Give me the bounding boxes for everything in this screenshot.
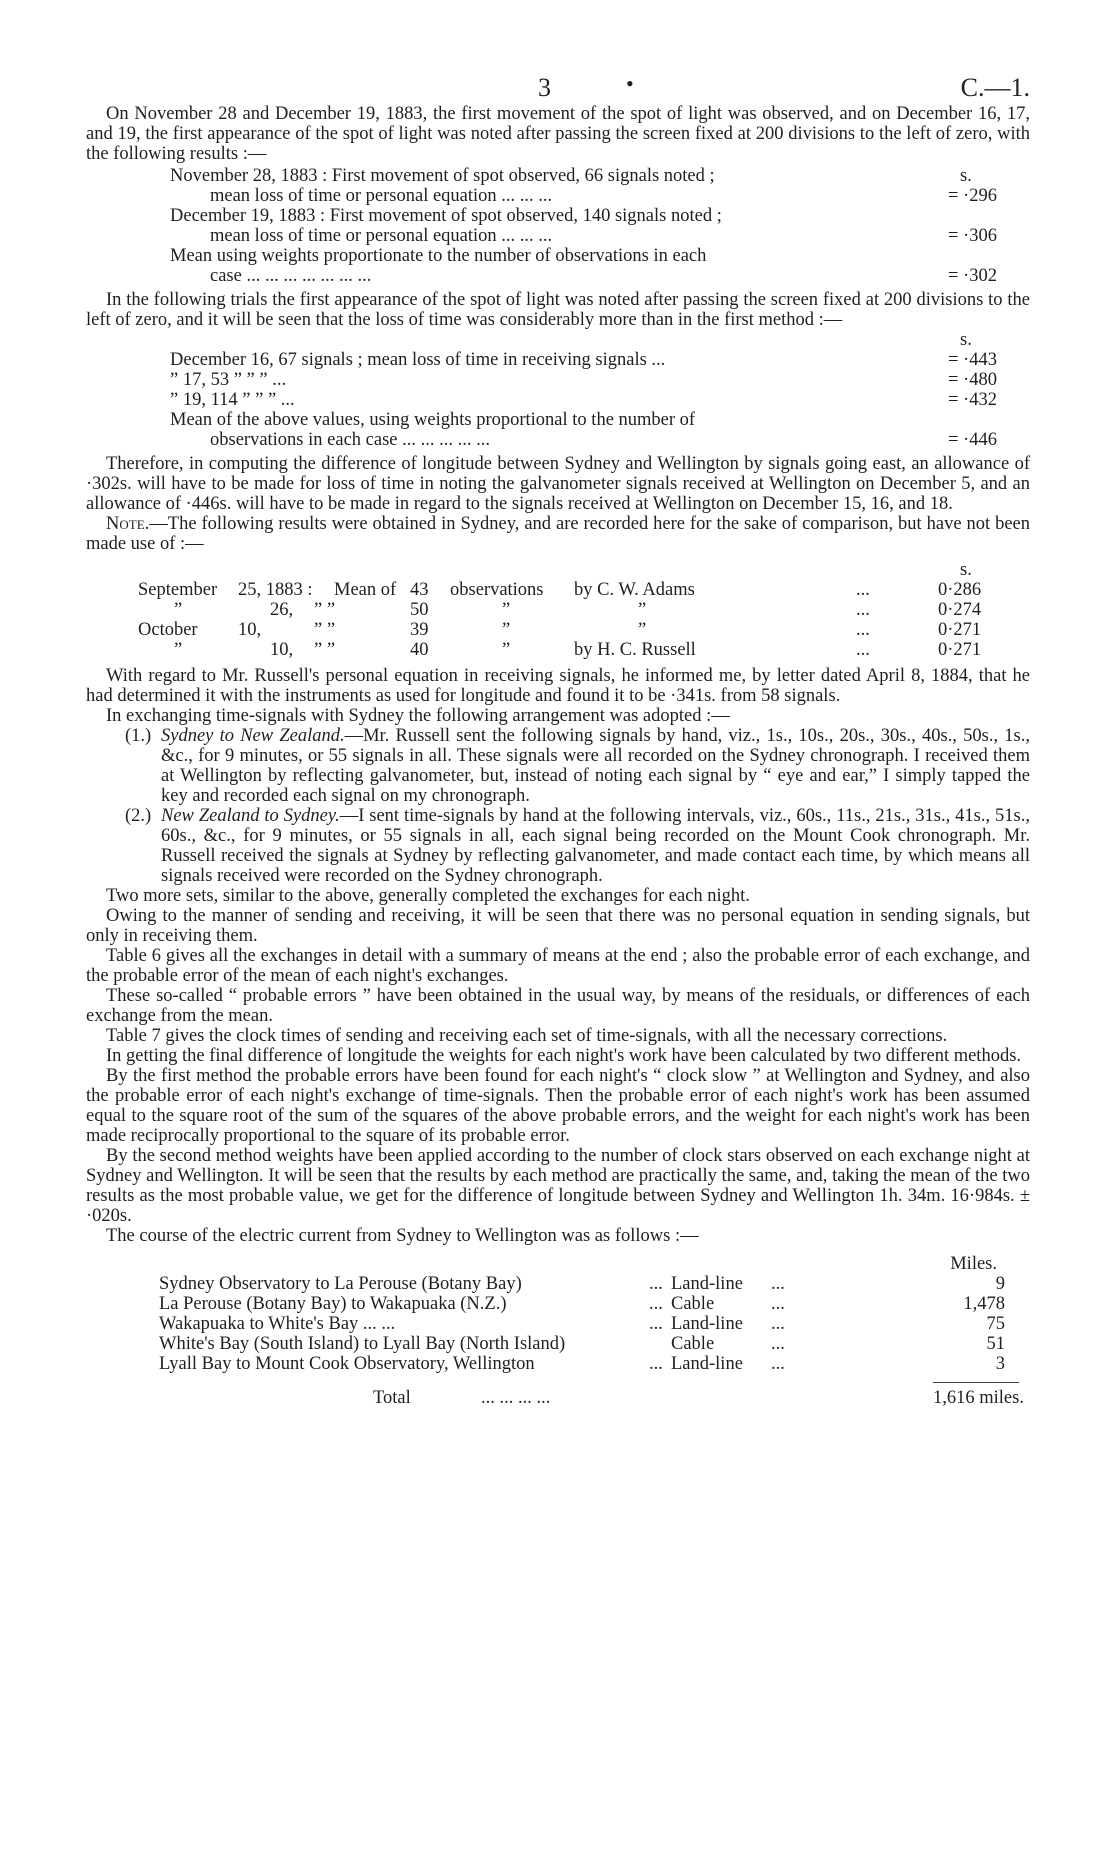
route-cell: La Perouse (Botany Bay) to Wakapuaka (N.Z.)	[159, 1294, 507, 1314]
count-cell: 39	[410, 620, 429, 640]
obs-cell: ”	[502, 620, 511, 640]
miles-cell: 3	[995, 1354, 1005, 1374]
line-type-cell: Cable	[671, 1334, 715, 1354]
second-method-results	[170, 330, 1030, 450]
arrangement-item-1	[86, 726, 1030, 806]
count-cell: 40	[410, 640, 429, 660]
month-cell: October	[138, 620, 198, 640]
total-row	[159, 1388, 1024, 1412]
table-row	[159, 1354, 1009, 1374]
obs-cell: observations	[450, 580, 544, 600]
table-row	[138, 620, 1030, 640]
leader-dots: ...	[649, 1294, 663, 1314]
leader-dots: ...	[649, 1314, 663, 1334]
observer-cell: by C. W. Adams	[574, 580, 695, 600]
results-row: mean loss of time or personal equation ... ... ...	[210, 226, 553, 246]
results-row: Mean of the above values, using weights proportional to the number of	[170, 410, 696, 430]
leader-dots: ...	[771, 1294, 785, 1314]
month-cell: September	[138, 580, 218, 600]
table-row	[159, 1314, 1009, 1334]
item-number: (1.)	[125, 726, 152, 746]
paragraph-allowance: Therefore, in computing the difference of longitude between Sydney and Wellington by signals going east, an allowance of ·302s. will have to be made for loss of time in noting the galvanometer signals received at Wellington on December 5, and an allowance of ·446s. will have to be made in regard to the signals received at Wellington on December 15, 16, and 18.	[86, 454, 1030, 514]
table-row	[138, 640, 1030, 660]
results-row: Mean using weights proportionate to the number of observations in each	[170, 246, 707, 266]
miles-cell: 1,478	[963, 1294, 1005, 1314]
first-method-results	[170, 166, 1030, 286]
results-row: ” 17, 53 ” ” ” ...	[170, 370, 287, 390]
mean-cell: ” ”	[314, 640, 336, 660]
paragraph-weights: In getting the final difference of longitude the weights for each night's work have been calculated by two different methods.	[106, 1046, 1022, 1066]
leader-dots: ...	[771, 1354, 785, 1374]
leader-dots: ...	[856, 600, 870, 620]
unit-label: s.	[960, 560, 972, 580]
paragraph-table-7: Table 7 gives the clock times of sending and receiving each set of time-signals, with all the necessary corrections.	[106, 1026, 948, 1046]
day-cell: 10,	[238, 620, 262, 640]
note-label: Note.	[106, 514, 150, 534]
leader-dots: ...	[856, 640, 870, 660]
results-value: = ·443	[948, 350, 997, 370]
month-cell: ”	[174, 640, 183, 660]
route-cell: Wakapuaka to White's Bay ... ...	[159, 1314, 396, 1334]
course-table	[159, 1254, 1024, 1412]
results-value: = ·302	[948, 266, 997, 286]
document-page	[86, 70, 1030, 1412]
miles-cell: 9	[995, 1274, 1005, 1294]
unit-label: Miles.	[950, 1254, 997, 1274]
observer-cell: by H. C. Russell	[574, 640, 696, 660]
leader-dots: ...	[856, 620, 870, 640]
table-row	[159, 1294, 1009, 1314]
count-cell: 50	[410, 600, 429, 620]
observer-cell: ”	[638, 600, 647, 620]
results-row: case ... ... ... ... ... ... ...	[210, 266, 372, 286]
item-title: New Zealand to Sydney.	[161, 806, 340, 826]
paragraph-course: The course of the electric current from Sydney to Wellington was as follows :—	[106, 1226, 699, 1246]
mean-cell: ” ”	[314, 620, 336, 640]
report-code: C.—1.	[960, 73, 1030, 102]
results-row: mean loss of time or personal equation ... ... ...	[210, 186, 553, 206]
paragraph-personal-equation: Owing to the manner of sending and receiving, it will be seen that there was no personal equation in sending signals, but only in receiving them.	[86, 906, 1030, 946]
value-cell: 0·271	[938, 640, 982, 660]
results-row: December 16, 67 signals ; mean loss of time in receiving signals ...	[170, 350, 666, 370]
table-row	[159, 1274, 1009, 1294]
mean-cell: Mean of	[334, 580, 397, 600]
month-cell: ”	[174, 600, 183, 620]
total-rule	[933, 1382, 1019, 1383]
mean-cell: ” ”	[314, 600, 336, 620]
results-value: = ·296	[948, 186, 997, 206]
item-number: (2.)	[125, 806, 152, 826]
day-cell: 26,	[270, 600, 294, 620]
results-value: = ·446	[948, 430, 997, 450]
value-cell: 0·274	[938, 600, 982, 620]
leader-dots: ... ... ... ...	[481, 1388, 551, 1408]
leader-dots: ...	[856, 580, 870, 600]
line-type-cell: Land-line	[671, 1354, 743, 1374]
route-cell: White's Bay (South Island) to Lyall Bay (North Island)	[159, 1334, 566, 1354]
leader-dots: ...	[649, 1274, 663, 1294]
sydney-results-table	[138, 560, 1030, 660]
results-row: ” 19, 114 ” ” ” ...	[170, 390, 295, 410]
paragraph-second-method-weights: By the second method weights have been applied according to the number of clock stars observed on each exchange night at Sydney and Wellington. It will be seen that the results by each method are practically the same, and, taking the mean of the two results as the most probable value, we get for the difference of longitude between Sydney and Wellington 1h. 34m. 16·984s. ± ·020s.	[86, 1146, 1030, 1226]
day-cell: 25, 1883 :	[238, 580, 313, 600]
paragraph-probable-errors: These so-called “ probable errors ” have been obtained in the usual way, by means of the residuals, or differences of each exchange from the mean.	[86, 986, 1030, 1026]
item-text: —I sent time-signals by hand at the following intervals, viz., 60s., 11s., 21s., 31s., 41s., 51s., 60s., &c., for 9 minutes, or 55 signals in all, each signal being recorded on the Mount Cook chronograph. Mr. Russell received the signals at Sydney by reflecting galvanometer, and made contact each time, by which means all signals received were recorded on the Sydney chronograph.	[161, 806, 1030, 886]
paragraph-second-method: In the following trials the first appearance of the spot of light was noted after passing the screen fixed at 200 divisions to the left of zero, and it will be seen that the loss of time was considerably more than in the first method :—	[86, 290, 1030, 330]
paragraph-more-sets: Two more sets, similar to the above, generally completed the exchanges for each night.	[106, 886, 750, 906]
unit-label: s.	[960, 330, 972, 350]
total-value: 1,616 miles.	[933, 1388, 1024, 1408]
route-cell: Lyall Bay to Mount Cook Observatory, Wellington	[159, 1354, 535, 1374]
observer-cell: ”	[638, 620, 647, 640]
results-value: = ·432	[948, 390, 997, 410]
results-row: November 28, 1883 : First movement of spot observed, 66 signals noted ;	[170, 166, 715, 186]
leader-dots: ...	[771, 1314, 785, 1334]
unit-label: s.	[960, 166, 972, 186]
header-bullet: •	[626, 71, 634, 96]
count-cell: 43	[410, 580, 429, 600]
table-row	[138, 600, 1030, 620]
leader-dots: ...	[771, 1274, 785, 1294]
arrangement-item-2	[86, 806, 1030, 886]
table-row	[138, 580, 1030, 600]
value-cell: 0·286	[938, 580, 982, 600]
paragraph-russell-equation: With regard to Mr. Russell's personal equation in receiving signals, he informed me, by letter dated April 8, 1884, that he had determined it with the instruments as used for longitude and found it to be ·341s. from 58 signals.	[86, 666, 1030, 706]
table-row	[159, 1334, 1009, 1354]
item-text: —Mr. Russell sent the following signals by hand, viz., 1s., 10s., 20s., 30s., 40s., 50s., 1s., &c., for 9 minutes, or 55 signals in all. These signals were all recorded on the Sydney chronograph. I received them at Wellington by reflecting galvanometer, but, instead of noting each signal by “ eye and ear,” I simply tapped the key and recorded each signal on my chronograph.	[161, 726, 1030, 806]
leader-dots: ...	[771, 1334, 785, 1354]
miles-cell: 75	[986, 1314, 1005, 1334]
paragraph-table-6: Table 6 gives all the exchanges in detail with a summary of means at the end ; also the probable error of each exchange, and the probable error of the mean of each night's exchanges.	[86, 946, 1030, 986]
leader-dots: ...	[649, 1354, 663, 1374]
line-type-cell: Land-line	[671, 1314, 743, 1334]
page-header	[86, 70, 1030, 104]
miles-cell: 51	[986, 1334, 1005, 1354]
item-title: Sydney to New Zealand.	[161, 726, 345, 746]
page-number: 3	[538, 73, 551, 102]
obs-cell: ”	[502, 600, 511, 620]
line-type-cell: Land-line	[671, 1274, 743, 1294]
route-cell: Sydney Observatory to La Perouse (Botany Bay)	[159, 1274, 522, 1294]
line-type-cell: Cable	[671, 1294, 715, 1314]
obs-cell: ”	[502, 640, 511, 660]
results-value: = ·306	[948, 226, 997, 246]
paragraph-intro: On November 28 and December 19, 1883, the first movement of the spot of light was observed, and on December 16, 17, and 19, the first appearance of the spot of light was noted after passing the screen fixed at 200 divisions to the left of zero, with the following results :—	[86, 104, 1030, 164]
results-value: = ·480	[948, 370, 997, 390]
day-cell: 10,	[270, 640, 294, 660]
note-text: —The following results were obtained in Sydney, and are recorded here for the sake of comparison, but have not been made use of :—	[86, 514, 1030, 554]
value-cell: 0·271	[938, 620, 982, 640]
results-row: December 19, 1883 : First movement of spot observed, 140 signals noted ;	[170, 206, 722, 226]
total-label: Total	[373, 1388, 411, 1408]
paragraph-note	[86, 514, 1030, 554]
paragraph-first-method: By the first method the probable errors have been found for each night's “ clock slow ” at Wellington and Sydney, and also the probable error of each night's exchange of time-signals. Then the probable error of each night's work has been assumed equal to the square root of the sum of the squares of the above probable errors, and the weight for each night's work has been made reciprocally proportional to the square of its probable error.	[86, 1066, 1030, 1146]
paragraph-arrangement: In exchanging time-signals with Sydney the following arrangement was adopted :—	[106, 706, 730, 726]
results-row: observations in each case ... ... ... ... ...	[210, 430, 490, 450]
